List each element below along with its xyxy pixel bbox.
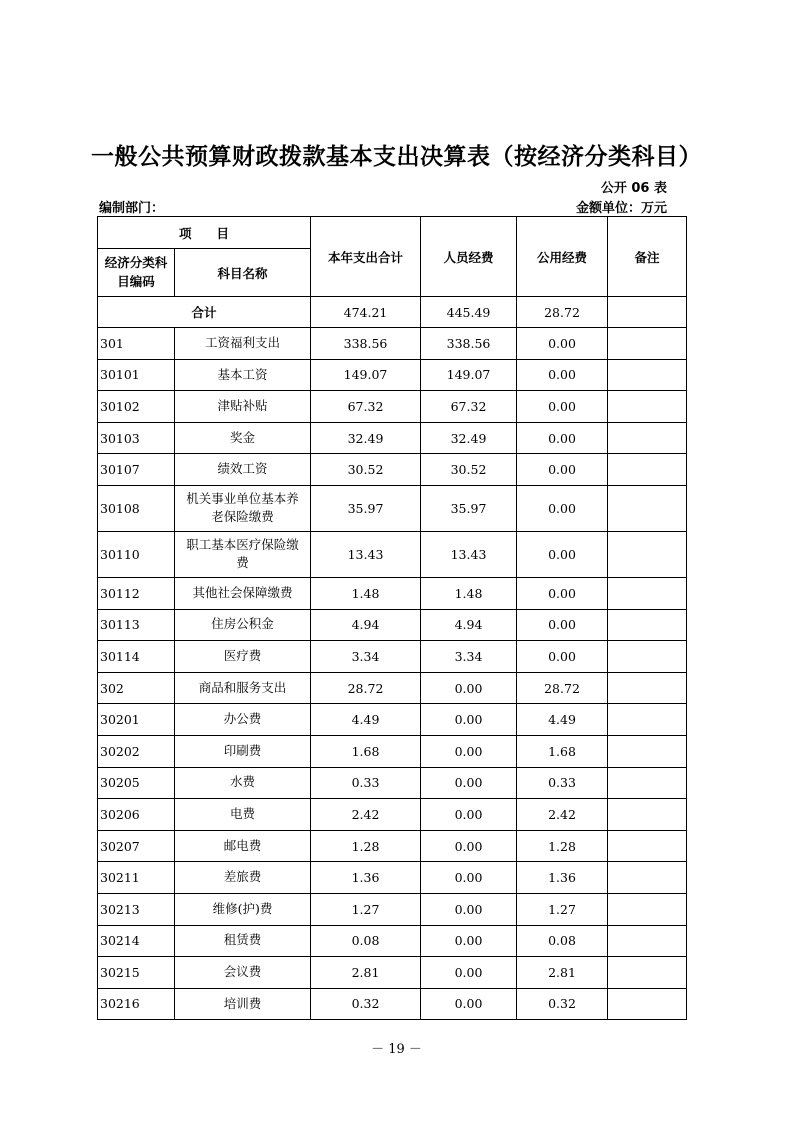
row-personnel: 0.00 (421, 893, 517, 925)
row-public: 1.27 (517, 893, 608, 925)
row-total: 1.68 (311, 735, 421, 767)
row-personnel: 0.00 (421, 735, 517, 767)
row-personnel: 0.00 (421, 830, 517, 862)
row-personnel: 0.00 (421, 672, 517, 704)
row-public: 0.00 (517, 609, 608, 641)
table-row (98, 957, 687, 989)
table-row (98, 862, 687, 894)
row-code: 30205 (98, 767, 175, 799)
row-public: 0.00 (517, 391, 608, 423)
row-public: 0.33 (517, 767, 608, 799)
row-name: 办公费 (175, 704, 311, 736)
table-row (98, 641, 687, 673)
row-public: 1.68 (517, 735, 608, 767)
table-row (98, 531, 687, 577)
header-row-1 (98, 217, 687, 249)
row-name: 租赁费 (175, 925, 311, 957)
row-personnel: 338.56 (421, 328, 517, 360)
row-remark (608, 862, 687, 894)
row-name: 职工基本医疗保险缴费 (175, 531, 311, 577)
row-code: 302 (98, 672, 175, 704)
table-row (98, 609, 687, 641)
row-public: 0.00 (517, 422, 608, 454)
row-code: 30211 (98, 862, 175, 894)
table-row (98, 391, 687, 423)
row-personnel: 13.43 (421, 531, 517, 577)
row-total: 4.94 (311, 609, 421, 641)
row-remark (608, 957, 687, 989)
row-total: 1.27 (311, 893, 421, 925)
table-row (98, 454, 687, 486)
row-name: 住房公积金 (175, 609, 311, 641)
row-personnel: 0.00 (421, 957, 517, 989)
table-row (98, 672, 687, 704)
row-personnel: 1.48 (421, 577, 517, 609)
row-personnel: 35.97 (421, 485, 517, 531)
row-public: 1.36 (517, 862, 608, 894)
row-code: 30216 (98, 988, 175, 1020)
row-total: 0.08 (311, 925, 421, 957)
row-total: 338.56 (311, 328, 421, 360)
total-label: 合计 (98, 297, 311, 328)
expenditure-table (97, 216, 687, 1020)
unit-label: 金额单位：万元 (575, 201, 667, 216)
row-name: 机关事业单位基本养老保险缴费 (175, 485, 311, 531)
row-code: 30215 (98, 957, 175, 989)
header-total: 本年支出合计 (311, 217, 421, 297)
row-remark (608, 767, 687, 799)
row-code: 301 (98, 328, 175, 360)
header-item: 项 目 (98, 217, 311, 249)
row-personnel: 0.00 (421, 988, 517, 1020)
row-public: 0.08 (517, 925, 608, 957)
row-code: 30206 (98, 799, 175, 831)
table-row (98, 830, 687, 862)
table-row (98, 704, 687, 736)
table-row (98, 422, 687, 454)
row-code: 30201 (98, 704, 175, 736)
row-name: 维修(护)费 (175, 893, 311, 925)
total-remark (608, 297, 687, 328)
row-total: 13.43 (311, 531, 421, 577)
row-name: 培训费 (175, 988, 311, 1020)
row-remark (608, 672, 687, 704)
row-name: 电费 (175, 799, 311, 831)
row-public: 4.49 (517, 704, 608, 736)
row-total: 149.07 (311, 359, 421, 391)
row-code: 30103 (98, 422, 175, 454)
table-row (98, 328, 687, 360)
row-remark (608, 988, 687, 1020)
row-name: 绩效工资 (175, 454, 311, 486)
row-public: 28.72 (517, 672, 608, 704)
row-name: 会议费 (175, 957, 311, 989)
row-public: 0.00 (517, 454, 608, 486)
row-code: 30214 (98, 925, 175, 957)
header-remark: 备注 (608, 217, 687, 297)
row-code: 30107 (98, 454, 175, 486)
header-personnel: 人员经费 (421, 217, 517, 297)
page-title: 一般公共预算财政拨款基本支出决算表（按经济分类科目） (91, 144, 702, 170)
row-personnel: 0.00 (421, 799, 517, 831)
row-public: 1.28 (517, 830, 608, 862)
table-row (98, 359, 687, 391)
row-name: 商品和服务支出 (175, 672, 311, 704)
row-name: 邮电费 (175, 830, 311, 862)
row-remark (608, 422, 687, 454)
row-remark (608, 925, 687, 957)
row-remark (608, 609, 687, 641)
row-code: 30102 (98, 391, 175, 423)
row-personnel: 0.00 (421, 767, 517, 799)
row-code: 30112 (98, 577, 175, 609)
row-name: 印刷费 (175, 735, 311, 767)
row-remark (608, 735, 687, 767)
row-total: 3.34 (311, 641, 421, 673)
form-number: 公开 06 表 (600, 181, 667, 196)
row-public: 0.00 (517, 641, 608, 673)
table-row (98, 893, 687, 925)
row-code: 30114 (98, 641, 175, 673)
row-remark (608, 799, 687, 831)
total-personnel: 445.49 (421, 297, 517, 328)
row-remark (608, 531, 687, 577)
row-total: 67.32 (311, 391, 421, 423)
row-remark (608, 830, 687, 862)
row-name: 差旅费 (175, 862, 311, 894)
row-public: 0.00 (517, 485, 608, 531)
row-name: 津贴补贴 (175, 391, 311, 423)
row-personnel: 0.00 (421, 704, 517, 736)
department-label: 编制部门： (99, 201, 165, 216)
row-remark (608, 454, 687, 486)
row-personnel: 32.49 (421, 422, 517, 454)
row-code: 30108 (98, 485, 175, 531)
row-total: 32.49 (311, 422, 421, 454)
row-personnel: 30.52 (421, 454, 517, 486)
row-total: 28.72 (311, 672, 421, 704)
row-personnel: 0.00 (421, 925, 517, 957)
row-personnel: 3.34 (421, 641, 517, 673)
row-name: 工资福利支出 (175, 328, 311, 360)
row-name: 水费 (175, 767, 311, 799)
row-public: 0.00 (517, 328, 608, 360)
table-row (98, 767, 687, 799)
row-personnel: 149.07 (421, 359, 517, 391)
row-personnel: 0.00 (421, 862, 517, 894)
row-total: 30.52 (311, 454, 421, 486)
table-row (98, 988, 687, 1020)
table-row (98, 735, 687, 767)
row-total: 0.33 (311, 767, 421, 799)
row-total: 2.81 (311, 957, 421, 989)
row-public: 0.00 (517, 577, 608, 609)
page-number: － 19 － (371, 1042, 422, 1057)
row-total: 4.49 (311, 704, 421, 736)
row-remark (608, 641, 687, 673)
row-total: 1.36 (311, 862, 421, 894)
row-remark (608, 704, 687, 736)
row-public: 0.32 (517, 988, 608, 1020)
total-total: 474.21 (311, 297, 421, 328)
row-personnel: 67.32 (421, 391, 517, 423)
row-remark (608, 485, 687, 531)
row-code: 30207 (98, 830, 175, 862)
table-row (98, 485, 687, 531)
table-row (98, 925, 687, 957)
row-name: 医疗费 (175, 641, 311, 673)
row-public: 2.81 (517, 957, 608, 989)
row-total: 1.48 (311, 577, 421, 609)
row-remark (608, 577, 687, 609)
total-row (98, 297, 687, 328)
row-remark (608, 893, 687, 925)
row-remark (608, 391, 687, 423)
row-public: 0.00 (517, 531, 608, 577)
table-row (98, 577, 687, 609)
row-name: 基本工资 (175, 359, 311, 391)
row-remark (608, 328, 687, 360)
header-code: 经济分类科目编码 (98, 249, 175, 297)
row-code: 30213 (98, 893, 175, 925)
row-public: 2.42 (517, 799, 608, 831)
table-row (98, 799, 687, 831)
total-public: 28.72 (517, 297, 608, 328)
row-name: 其他社会保障缴费 (175, 577, 311, 609)
row-code: 30113 (98, 609, 175, 641)
row-total: 1.28 (311, 830, 421, 862)
header-public: 公用经费 (517, 217, 608, 297)
row-public: 0.00 (517, 359, 608, 391)
row-personnel: 4.94 (421, 609, 517, 641)
header-name: 科目名称 (175, 249, 311, 297)
row-total: 0.32 (311, 988, 421, 1020)
row-total: 2.42 (311, 799, 421, 831)
row-code: 30110 (98, 531, 175, 577)
row-remark (608, 359, 687, 391)
row-total: 35.97 (311, 485, 421, 531)
row-name: 奖金 (175, 422, 311, 454)
row-code: 30202 (98, 735, 175, 767)
row-code: 30101 (98, 359, 175, 391)
